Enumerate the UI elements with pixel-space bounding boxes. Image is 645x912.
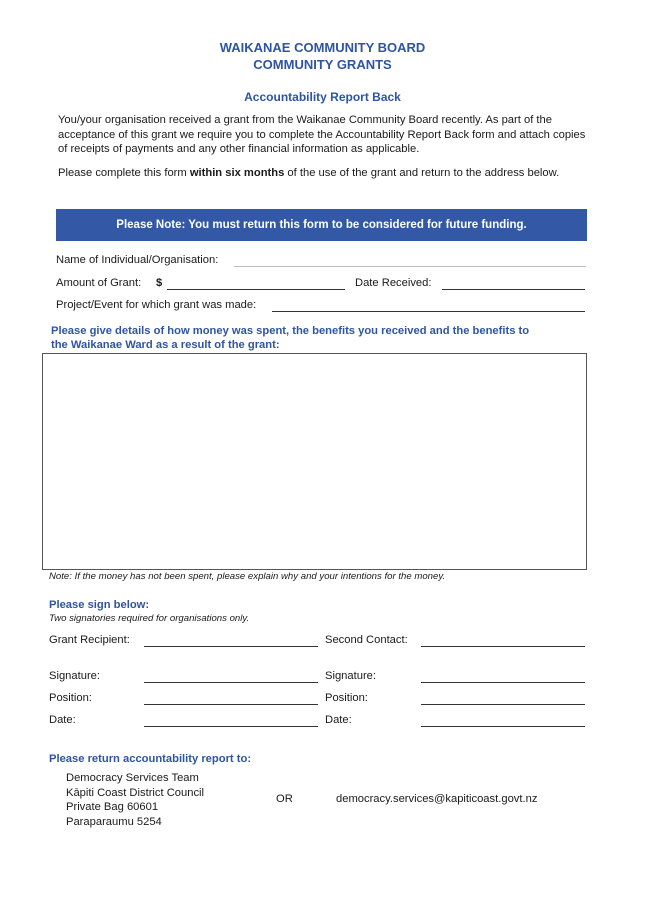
funding-note-banner: Please Note: You must return this form to be considered for future funding. <box>56 209 587 241</box>
address-line: Democracy Services Team <box>66 772 199 784</box>
date-field-1[interactable] <box>144 726 318 727</box>
form-subtitle: Accountability Report Back <box>244 90 401 104</box>
form-title-line1: WAIKANAE COMMUNITY BOARD <box>219 40 426 55</box>
signature-field-1[interactable] <box>144 682 318 683</box>
signatories-note: Two signatories required for organisations only. <box>49 613 250 624</box>
details-textarea[interactable] <box>42 353 587 570</box>
form-title-line2: COMMUNITY GRANTS <box>253 57 392 72</box>
second-contact-field[interactable] <box>421 646 585 647</box>
amount-label: Amount of Grant: <box>56 277 142 289</box>
date-label-2: Date: <box>325 714 352 726</box>
position-label-2: Position: <box>325 692 368 704</box>
date-field-2[interactable] <box>421 726 585 727</box>
date-label-1: Date: <box>49 714 76 726</box>
return-heading: Please return accountability report to: <box>49 753 252 765</box>
signature-field-2[interactable] <box>421 682 585 683</box>
or-label: OR <box>276 793 293 805</box>
details-heading: Please give details of how money was spent, the benefits you received and the benefits to the Waikanae Ward as a result of the grant: <box>51 325 530 351</box>
return-email: democracy.services@kapiticoast.govt.nz <box>336 793 538 805</box>
grant-recipient-label: Grant Recipient: <box>49 634 130 646</box>
date-received-field[interactable] <box>442 289 585 290</box>
project-field[interactable] <box>272 311 585 312</box>
address-line: Private Bag 60601 <box>66 801 159 813</box>
date-received-label: Date Received: <box>355 277 432 289</box>
position-label-1: Position: <box>49 692 92 704</box>
signature-label-1: Signature: <box>49 670 100 682</box>
intro-paragraph: You/your organisation received a grant from the Waikanae Community Board recently. As part of the acceptance of this grant we require you to complete the Accountability Report Back form and attach copies of receipts of payments and any other financial information as applicable. <box>58 114 586 155</box>
name-field[interactable] <box>234 266 586 267</box>
sign-heading: Please sign below: <box>49 599 150 611</box>
project-label: Project/Event for which grant was made: <box>56 299 257 311</box>
postal-address <box>66 771 204 829</box>
grant-recipient-field[interactable] <box>144 646 318 647</box>
address-line: Paraparaumu 5254 <box>66 815 162 828</box>
deadline-emphasis: within six months <box>189 167 285 179</box>
position-field-1[interactable] <box>144 704 318 705</box>
address-line: Kāpiti Coast District Council <box>66 786 205 799</box>
dollar-symbol: $ <box>156 277 163 289</box>
unspent-note: Note: If the money has not been spent, please explain why and your intentions for the money. <box>49 571 446 582</box>
amount-field[interactable] <box>167 289 345 290</box>
second-contact-label: Second Contact: <box>325 634 408 646</box>
name-label: Name of Individual/Organisation: <box>56 254 219 266</box>
instruction-paragraph: Please complete this form within six months of the use of the grant and return to the address below. <box>58 167 560 179</box>
signature-label-2: Signature: <box>325 670 376 682</box>
position-field-2[interactable] <box>421 704 585 705</box>
